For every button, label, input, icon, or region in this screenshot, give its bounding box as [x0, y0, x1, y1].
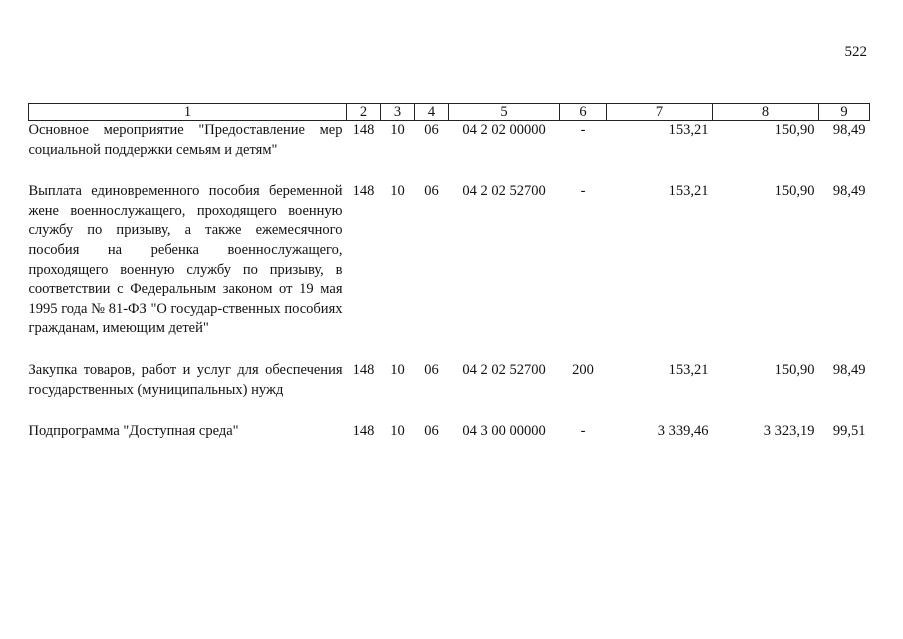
executed-amount: 150,90: [774, 361, 815, 378]
column-header: 9: [819, 104, 870, 121]
target-article-code: 04 3 00 00000: [462, 423, 546, 440]
section-code: 10: [390, 361, 405, 378]
expense-type-code: -: [580, 122, 586, 138]
expense-name: Подпрограмма "Доступная среда": [28, 423, 239, 440]
ministry-code: 148: [352, 122, 375, 138]
column-number-header-row: [29, 104, 870, 121]
ministry-code: 148: [352, 183, 375, 200]
executed-amount: 150,90: [774, 183, 815, 200]
expense-type-code: -: [580, 183, 586, 200]
subsection-code: 06: [424, 361, 439, 378]
ministry-code: 148: [352, 361, 375, 378]
table-row: [29, 361, 870, 400]
target-article-code: 04 2 02 52700: [462, 361, 546, 378]
column-header: 8: [713, 104, 819, 121]
column-header: 6: [560, 104, 607, 121]
page-number: 522: [844, 44, 867, 60]
table-row: [29, 422, 870, 442]
subsection-code: 06: [424, 122, 439, 138]
subsection-code: 06: [424, 183, 439, 200]
ministry-code: 148: [352, 423, 375, 440]
executed-amount: 3 323,19: [763, 423, 815, 440]
expense-name: Выплата единовременного пособия беременной жене военнослужащего, проходящего военную службу по призыву, а также ежемесячного пособия на ребенка военнослужащего, проходящего военную службу по призыву, в соответствии с Федеральным законом от 19 мая 1995 года № 81-ФЗ "О государ-ственных пособиях гражданам, имеющим детей": [28, 183, 343, 337]
column-header: 2: [347, 104, 381, 121]
execution-percent: 98,49: [832, 361, 866, 378]
expense-name: Закупка товаров, работ и услуг для обеспечения государственных (муниципальных) нужд: [28, 361, 343, 398]
spacer-row: [29, 339, 870, 361]
section-code: 10: [390, 423, 405, 440]
execution-percent: 98,49: [832, 122, 866, 138]
planned-amount: 153,21: [668, 183, 709, 200]
expense-type-code: -: [580, 423, 586, 440]
execution-percent: 98,49: [832, 183, 866, 200]
planned-amount: 153,21: [668, 361, 709, 378]
column-header: 5: [449, 104, 560, 121]
spacer-row: [29, 400, 870, 422]
planned-amount: 3 339,46: [657, 423, 709, 440]
target-article-code: 04 2 02 00000: [462, 122, 546, 138]
column-header: 1: [29, 104, 347, 121]
column-header: 3: [381, 104, 415, 121]
budget-table: [28, 103, 870, 442]
section-code: 10: [390, 122, 405, 138]
target-article-code: 04 2 02 52700: [462, 183, 546, 200]
execution-percent: 99,51: [832, 423, 866, 440]
executed-amount: 150,90: [774, 122, 815, 138]
subsection-code: 06: [424, 423, 439, 440]
expense-name: Основное мероприятие "Предоставление мер социальной поддержки семьям и детям": [28, 122, 343, 158]
section-code: 10: [390, 183, 405, 200]
column-header: 4: [415, 104, 449, 121]
column-header: 7: [607, 104, 713, 121]
table-row: [29, 182, 870, 339]
table-row: [29, 121, 870, 161]
spacer-row: [29, 160, 870, 182]
planned-amount: 153,21: [668, 122, 709, 138]
expense-type-code: 200: [572, 361, 594, 378]
